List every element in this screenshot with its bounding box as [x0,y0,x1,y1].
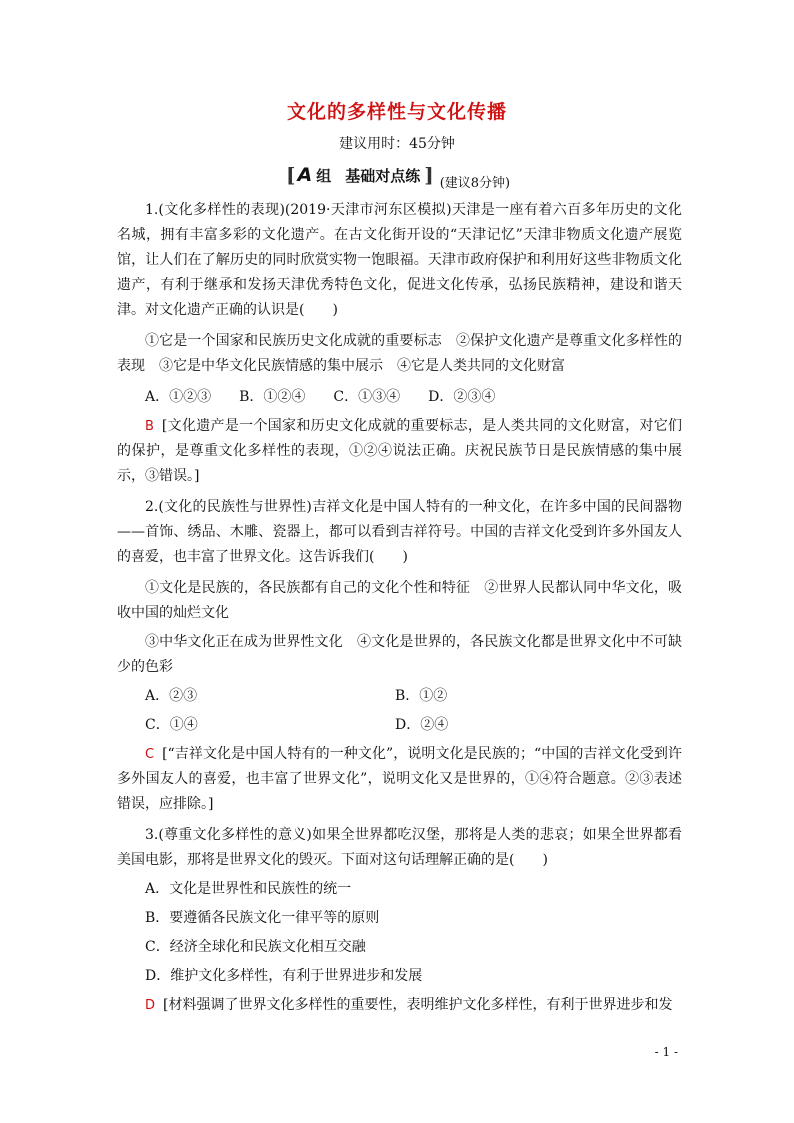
bracket-right: ] [424,163,434,187]
q1-statements: ①它是一个国家和民族历史文化成就的重要标志 ②保护文化遗产是尊重文化多样性的表现 ③它是中华文化民族情感的集中展示 ④它是人类共同的文化财富 [117,333,682,374]
page-number: - 1 - [654,1045,678,1059]
q2-option-b: B．①② [395,688,448,704]
q3-stem: 3.(尊重文化多样性的意义)如果全世界都吃汉堡，那将是人类的悲哀；如果全世界都看美国电影，那将是世界文化的毁灭。下面对这句话理解正确的是( ) [117,827,682,868]
group-letter: A [297,164,313,186]
q3-explanation-block [117,993,682,1018]
suggested-time: 建议用时：45分钟 [339,136,455,152]
question-content [117,198,682,1018]
q1-stem: 1.(文化多样性的表现)(2019·天津市河东区模拟)天津是一座有着六百多年历史的文化名城，拥有丰富多彩的文化遗产。在古文化街开设的“天津记忆”天津非物质文化遗产展览馆，让人们在了解历史的同时欣赏实物一饱眼福。天津市政府保护和利用好这些非物质文化遗产，有利于继承和发扬天津优秀特色文化，促进文化传承，弘扬民族精神，建设和谐天津。对文化遗产正确的认识是( ) [117,202,682,318]
q3-option-c: C．经济全球化和民族文化相互交融 [145,939,366,955]
q3-option-b: B．要遵循各民族文化一律平等的原则 [145,910,380,926]
q2-options-row-1 [117,684,682,709]
q2-answer: C [145,747,155,762]
q1-options: A．①②③ B．①②④ C．①③④ D．②③④ [145,389,496,405]
group-word: 组 [316,166,332,185]
q3-option-d: D．维护文化多样性，有利于世界进步和发展 [145,968,423,984]
q2-explanation: [“吉祥文化是中国人特有的一种文化”，说明文化是民族的；“中国的吉祥文化受到许多外国友人的喜爱，也丰富了世界文化”，说明文化又是世界的，①④符合题意。②③表述错误，应排除。] [117,746,682,812]
q3-option-a: A．文化是世界性和民族性的统一 [145,881,352,897]
section-time-note: (建议8分钟) [439,175,511,191]
bracket-left: [ [286,163,296,187]
q2-stem: 2.(文化的民族性与世界性)吉祥文化是中国人特有的一种文化，在许多中国的民间器物——首饰、绣品、木雕、瓷器上，都可以看到吉祥符号。中国的吉祥文化受到许多外国友人的喜爱，也丰富了世界文化。这告诉我们( ) [117,499,682,565]
q1-answer: B [145,419,154,434]
page-title: 文化的多样性与文化传播 [286,101,507,123]
section-header [286,162,511,191]
q3-explanation: [材料强调了世界文化多样性的重要性，表明维护文化多样性，有利于世界进步和发 [163,997,673,1013]
q2-options-row-2 [117,713,682,738]
q2-option-c: C．①④ [145,717,198,733]
q1-explanation-block [117,414,682,489]
q3-answer: D [145,998,156,1013]
section-title: 基础对点练 [345,166,421,185]
q2-option-a: A．②③ [145,688,198,704]
q2-statement-1: ①文化是民族的，各民族都有自己的文化个性和特征 ②世界人民都认同中华文化，吸收中国的灿烂文化 [117,580,682,621]
q2-option-d: D．②④ [395,717,449,733]
q1-explanation: [文化遗产是一个国家和历史文化成就的重要标志，是人类共同的文化财富，对它们的保护，是尊重文化多样性的表现，①②④说法正确。庆祝民族节日是民族情感的集中展示，③错误。] [117,418,682,484]
q2-explanation-block [117,742,682,817]
q2-statement-2: ③中华文化正在成为世界性文化 ④文化是世界的，各民族文化都是世界文化中不可缺少的色彩 [117,634,682,675]
